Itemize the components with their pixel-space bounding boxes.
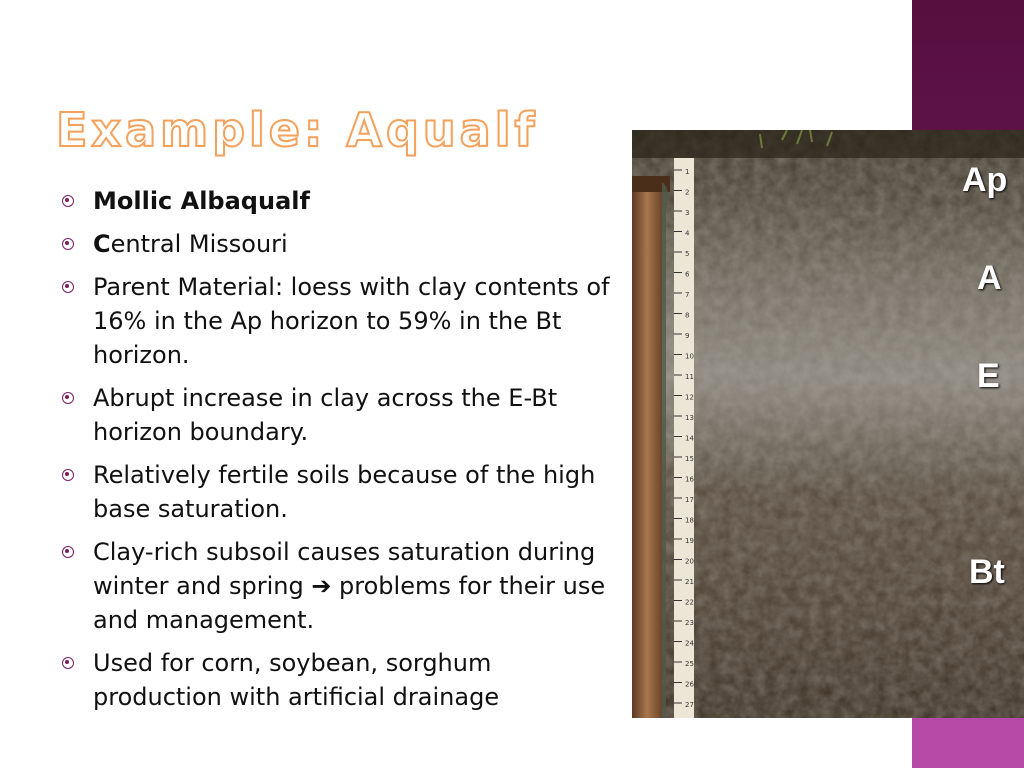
- circled-dot-icon: [62, 469, 74, 481]
- bullet-item: [62, 184, 622, 218]
- circled-dot-icon: [62, 281, 74, 293]
- soil-profile-image: [632, 130, 1024, 718]
- bullet-item: [62, 381, 622, 449]
- bullet-text-bold: Mollic Albaqualf: [93, 187, 310, 215]
- tape-number: 22: [685, 598, 694, 607]
- horizon-label-ap: Ap: [962, 161, 1008, 199]
- tape-number: 3: [685, 209, 690, 217]
- bullet-text: Parent Material: loess with clay contents of 16% in the Ap horizon to 59% in the Bt horizon.: [93, 273, 610, 369]
- circled-dot-icon: [62, 238, 74, 250]
- horizon-label-a: A: [977, 259, 1002, 297]
- circled-dot-icon: [62, 546, 74, 558]
- tape-number: 25: [685, 660, 694, 668]
- bullet-item: [62, 535, 622, 637]
- horizon-label-bt: Bt: [969, 553, 1005, 591]
- bullet-text: Relatively fertile soils because of the high base saturation.: [93, 461, 596, 523]
- tape-number: 17: [685, 496, 694, 504]
- bullet-text: entral Missouri: [110, 230, 288, 258]
- tape-number: 14: [685, 434, 694, 443]
- decorative-side-bar-accent: [912, 718, 1024, 768]
- tape-number: 15: [685, 455, 694, 463]
- tape-number: 4: [685, 229, 690, 238]
- shovel-handle: [632, 176, 662, 718]
- bullet-text: Abrupt increase in clay across the E-Bt horizon boundary.: [93, 384, 558, 446]
- tape-number: 7: [685, 291, 690, 299]
- bullet-item: [62, 270, 622, 372]
- tape-number: 26: [685, 680, 694, 689]
- tape-number: 18: [685, 516, 694, 525]
- right-arrow-icon: ➔: [311, 572, 332, 600]
- tape-number: 13: [685, 414, 694, 422]
- bullet-list: [62, 184, 622, 723]
- tape-number: 1: [685, 168, 690, 176]
- tape-number: 23: [685, 619, 694, 627]
- tape-number: 20: [685, 557, 694, 566]
- tape-number: 21: [685, 578, 694, 586]
- tape-number: 12: [685, 393, 694, 402]
- bullet-text: Used for corn, soybean, sorghum production with artificial drainage: [93, 649, 500, 711]
- tape-number: 24: [685, 639, 694, 648]
- tape-number: 8: [685, 311, 690, 320]
- bullet-item: [62, 646, 622, 714]
- soil-profile-photo: [632, 130, 1024, 718]
- circled-dot-icon: [62, 657, 74, 669]
- slide-title: Example: Aqualf: [56, 103, 539, 157]
- bullet-text: problems for their use and management.: [93, 572, 606, 634]
- bullet-text-bold: C: [93, 230, 111, 258]
- tape-number: 16: [685, 475, 694, 484]
- bullet-item: [62, 458, 622, 526]
- tape-number: 9: [685, 332, 690, 340]
- tape-number: 2: [685, 188, 690, 197]
- tape-number: 27: [685, 701, 694, 709]
- tape-number: 10: [685, 352, 694, 361]
- tape-number: 19: [685, 537, 694, 545]
- circled-dot-icon: [62, 392, 74, 404]
- tape-number: 5: [685, 250, 690, 258]
- circled-dot-icon: [62, 195, 74, 207]
- tape-number: 11: [685, 373, 694, 381]
- horizon-label-e: E: [977, 357, 1000, 395]
- tape-number: 6: [685, 270, 690, 279]
- bullet-text: Clay-rich subsoil causes saturation during winter and spring: [93, 538, 596, 600]
- bullet-item: [62, 227, 622, 261]
